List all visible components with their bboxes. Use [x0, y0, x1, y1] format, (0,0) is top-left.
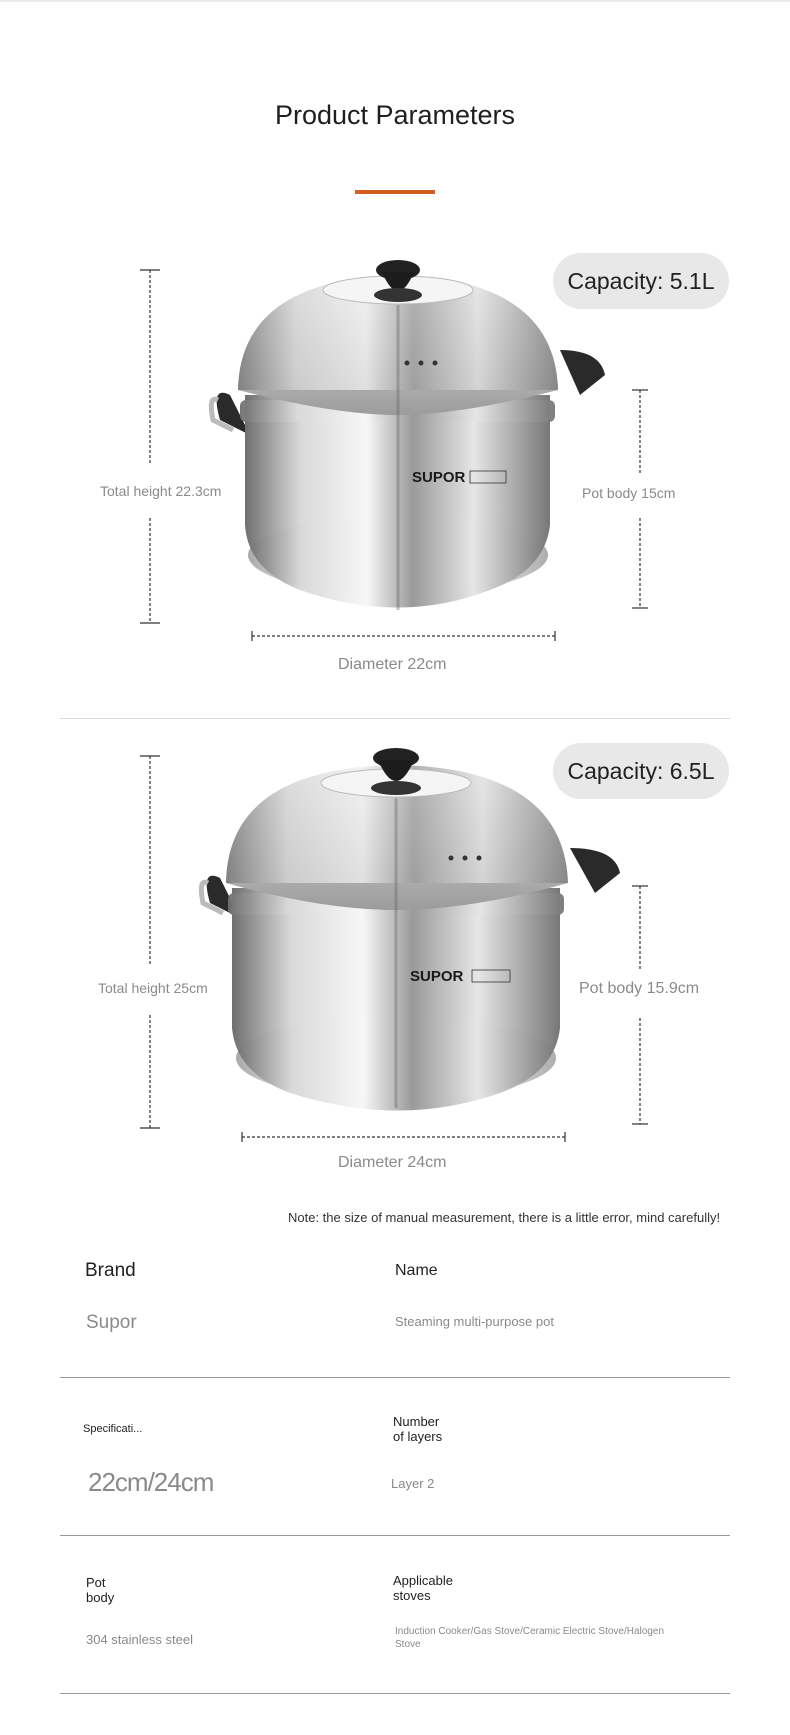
section-divider [60, 718, 730, 719]
stoves-label-line-2: stoves [393, 1588, 431, 1603]
total-height-label: Total height 25cm [98, 980, 208, 996]
table-row-divider [60, 1377, 730, 1378]
diameter-label: Diameter 24cm [338, 1154, 447, 1171]
total-height-label: Total height 22.3cm [100, 483, 222, 499]
pot-body-material-value: 304 stainless steel [86, 1632, 193, 1647]
capacity-badge: Capacity: 6.5L [553, 743, 729, 799]
pot-body-material-label-line-2: body [86, 1590, 115, 1605]
specification-value: 22cm/24cm [88, 1467, 214, 1497]
pot-body-material-label-line-1: Pot [86, 1575, 106, 1590]
pot-image-1 [160, 250, 640, 630]
supor-logo: SUPOR [410, 968, 464, 985]
pot-section-1 [0, 250, 790, 690]
layers-value: Layer 2 [391, 1476, 435, 1491]
table-bottom-divider [60, 1693, 730, 1694]
supor-logo: SUPOR [412, 469, 466, 486]
pot-body-label: Pot body 15.9cm [579, 980, 700, 997]
specification-label: Specificati... [83, 1423, 143, 1435]
layers-label-line-1: Number [393, 1414, 440, 1429]
title-accent-bar [355, 190, 435, 194]
measurement-note: Note: the size of manual measurement, there is a little error, mind carefully! [288, 1210, 721, 1225]
brand-label: Brand [85, 1260, 136, 1281]
stoves-label-line-1: Applicable [393, 1573, 453, 1588]
table-row-divider [60, 1535, 730, 1536]
name-value: Steaming multi-purpose pot [395, 1314, 554, 1329]
brand-value: Supor [86, 1312, 137, 1333]
pot-section-2 [0, 740, 790, 1180]
name-label: Name [395, 1262, 438, 1279]
diameter-label: Diameter 22cm [338, 656, 447, 673]
stoves-value-line-2: Stove [395, 1639, 421, 1650]
capacity-badge: Capacity: 5.1L [553, 253, 729, 309]
stoves-value-line-1: Induction Cooker/Gas Stove/Ceramic Electric Stove/Halogen [395, 1626, 665, 1637]
pot-body-label: Pot body 15cm [582, 485, 676, 501]
page-title: Product Parameters [274, 100, 516, 130]
layers-label-line-2: of layers [393, 1429, 443, 1444]
top-border [0, 0, 790, 2]
